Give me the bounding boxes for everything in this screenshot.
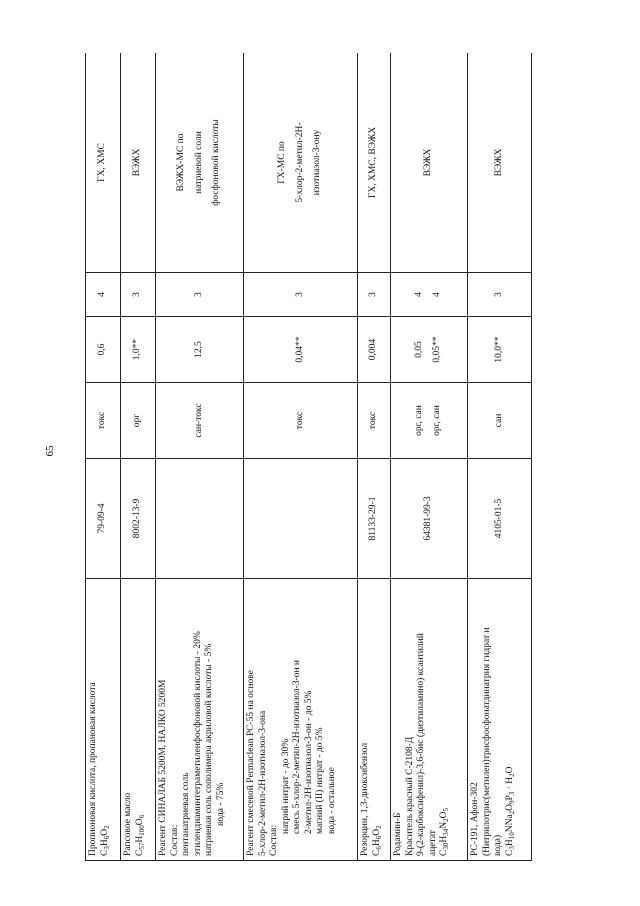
hazard-cell-value: токс — [368, 411, 379, 430]
cas-number-cell — [156, 459, 244, 579]
concentration-cell-value: 1,0** — [132, 338, 143, 361]
table-row — [244, 53, 358, 861]
formula-part: C — [371, 849, 382, 856]
analysis-method-cell-value: ГХ-МС по — [277, 141, 288, 184]
cas-number-cell — [86, 459, 121, 579]
substance-name-line: 2-метил-2Н-изотиазол-3-он - до 5% — [303, 690, 314, 834]
cas-number-cell-value: 81133-29-1 — [368, 496, 379, 541]
substance-table — [85, 53, 532, 861]
concentration-cell-value: 0,04** — [294, 336, 305, 363]
substance-name-line: ацетат — [427, 830, 438, 856]
formula-part: C — [504, 849, 515, 856]
chemical-formula — [100, 583, 112, 856]
hazard-class-cell-value: 3 — [493, 292, 504, 297]
table-row — [468, 53, 532, 861]
formula-part: 6 — [374, 846, 383, 850]
formula-part: H — [134, 835, 145, 843]
formula-part: P — [504, 795, 515, 801]
chemical-formula — [439, 583, 451, 856]
formula-part: 10 — [507, 832, 516, 840]
cas-number-cell — [391, 459, 468, 579]
substance-name-line: 5-хлор-2-метил-2Н-изотиазол-3-она — [257, 710, 268, 856]
hazard-class-cell-value: 3 — [132, 292, 143, 297]
concentration-cell-value: 0,6 — [97, 343, 108, 356]
formula-part: O — [134, 818, 145, 826]
analysis-method-cell-value: ВЭЖХ — [423, 148, 434, 177]
concentration-cell — [121, 317, 156, 383]
substance-name-line: магний (II) нитрат - до 5% — [315, 727, 326, 834]
substance-name-line: Родамин-Б — [393, 812, 403, 856]
concentration-cell-value: 12,5 — [193, 341, 204, 358]
formula-part: 2 — [374, 825, 383, 829]
rotated-page — [85, 53, 607, 861]
analysis-method-cell-value: ГХ, ХМС — [97, 143, 108, 182]
formula-part: O — [371, 828, 382, 836]
hazard-class-cell — [156, 273, 244, 317]
table-row — [391, 53, 468, 861]
hazard-class-cell-value: 4 — [97, 292, 108, 297]
substance-name-cell — [358, 579, 391, 861]
formula-part: 57 — [137, 842, 146, 850]
hazard-cell — [121, 383, 156, 459]
formula-part: O — [504, 803, 515, 811]
concentration-cell-value: 0,004 — [368, 338, 379, 361]
formula-part: · H — [504, 776, 515, 792]
formula-part: 3 — [507, 791, 516, 796]
substance-name-line: Реагент смесевой Permaclean PC-55 на основе — [246, 670, 256, 856]
formula-part: 2 — [442, 818, 451, 822]
substance-name-cell — [468, 579, 532, 861]
hazard-class-cell-value: 3 — [294, 292, 305, 297]
substance-name-line: смесь 5-хлор-2-метил-2Н-изотиазол-3-он и — [292, 659, 303, 834]
analysis-method-cell-value: изотиазол-3-ону — [312, 129, 323, 196]
substance-name-line: Пропионовая кислота, пропановая кислота — [88, 682, 98, 856]
substance-name-line: Состав: — [269, 824, 280, 856]
hazard-class-cell-value: 3 — [368, 292, 379, 297]
analysis-method-cell-value: ГХ, ХМС, ВЭЖХ — [368, 126, 379, 199]
formula-part: 5 — [442, 808, 451, 812]
table-row — [121, 53, 156, 861]
formula-part: 30 — [442, 842, 451, 850]
concentration-cell-value: 0,05** — [432, 336, 442, 363]
formula-part: 2 — [507, 810, 516, 815]
cas-number-cell — [121, 459, 156, 579]
concentration-cell — [244, 317, 358, 383]
concentration-cell — [156, 317, 244, 383]
cas-number-cell — [358, 459, 391, 579]
substance-name-line: РС-191, Афон-302 — [470, 782, 480, 856]
formula-part: 2 — [102, 825, 111, 829]
formula-part: C — [439, 849, 450, 856]
page-number: 65 — [44, 445, 56, 457]
formula-part: N — [439, 821, 450, 829]
hazard-cell — [86, 383, 121, 459]
formula-part: O — [99, 828, 110, 836]
hazard-cell-value: токс — [294, 411, 305, 430]
hazard-class-cell — [121, 273, 156, 317]
cas-number-cell-value: 8002-13-9 — [132, 498, 143, 539]
hazard-cell-value: сан-токс — [193, 403, 204, 438]
formula-part: O — [439, 811, 450, 819]
analysis-method-cell — [86, 53, 121, 273]
analysis-method-cell-value: ВЭЖХ — [493, 148, 504, 177]
substance-name-cell — [156, 579, 244, 861]
cas-number-cell-value: 79-09-4 — [97, 503, 108, 534]
substance-name-line: вода - 75% — [215, 782, 226, 826]
cas-number-cell — [468, 459, 532, 579]
analysis-method-cell-value: ВЭЖХ-МС по — [176, 133, 187, 192]
formula-part: H — [99, 839, 110, 847]
hazard-class-cell-value: 3 — [193, 292, 204, 297]
hazard-class-cell — [468, 273, 532, 317]
substance-name-line: этилендиаминтетраметиленфосфоновой кислоты - 20% — [192, 631, 203, 856]
formula-part: NNa — [504, 814, 515, 833]
substance-name-line: Рапсовое масло — [123, 792, 133, 856]
cas-number-cell-value: 4105-01-5 — [493, 498, 504, 539]
table-body — [86, 53, 532, 861]
formula-part: H — [439, 835, 450, 843]
analysis-method-cell — [468, 53, 532, 273]
hazard-cell-value: токс — [97, 411, 108, 430]
formula-part: H — [504, 839, 515, 847]
hazard-cell-value: орг, сан — [414, 405, 425, 436]
substance-name-cell — [86, 579, 121, 861]
analysis-method-cell — [391, 53, 468, 273]
formula-part: 2 — [507, 773, 516, 777]
substance-name-line: (Нитрилотрис(метилен)трисфосфонатдинатрия гидрат и — [481, 627, 492, 856]
formula-part: 6 — [374, 835, 383, 840]
hazard-class-cell-value: 4 — [414, 292, 425, 297]
substance-name-line: Состав: — [169, 824, 180, 856]
cas-number-cell-value: 64381-99-3 — [423, 496, 434, 541]
hazard-class-cell — [391, 273, 468, 317]
concentration-cell — [391, 317, 468, 383]
substance-name-cell — [244, 579, 358, 861]
analysis-method-cell-value: натриевой соли — [193, 131, 204, 194]
substance-name-line: Краситель красный С-2108-Д — [404, 736, 415, 856]
hazard-class-cell — [244, 273, 358, 317]
hazard-cell — [156, 383, 244, 459]
concentration-cell-value: 0,05 — [414, 341, 425, 358]
chemical-formula — [505, 583, 517, 856]
concentration-cell — [358, 317, 391, 383]
analysis-method-cell — [244, 53, 358, 273]
analysis-method-cell — [156, 53, 244, 273]
formula-part: 3 — [102, 846, 111, 850]
hazard-class-cell-value: 4 — [432, 292, 442, 297]
analysis-method-cell-value: ВЭЖХ — [132, 148, 143, 177]
substance-name-cell — [391, 579, 468, 861]
concentration-cell-value: 10,0** — [493, 336, 504, 363]
substance-name-line: вода - остальное — [327, 767, 338, 834]
formula-part: 6 — [102, 835, 111, 840]
chemical-formula — [135, 583, 147, 856]
formula-part: 100 — [137, 825, 146, 836]
hazard-cell — [468, 383, 532, 459]
chemical-formula — [372, 583, 384, 856]
concentration-cell — [468, 317, 532, 383]
substance-name-line: вода) — [493, 834, 504, 856]
analysis-method-cell — [358, 53, 391, 273]
hazard-class-cell — [358, 273, 391, 317]
table-row — [358, 53, 391, 861]
formula-part: 6 — [137, 814, 146, 819]
hazard-cell — [391, 383, 468, 459]
substance-name-line: Реагент СИНАЛАБ 5200М, НАЛКО 5200М — [158, 679, 168, 856]
table-row — [86, 53, 121, 861]
analysis-method-cell — [121, 53, 156, 273]
hazard-class-cell — [86, 273, 121, 317]
hazard-cell-value: орг — [132, 413, 143, 428]
substance-name-cell — [121, 579, 156, 861]
substance-name-line: пентанатриевая соль — [181, 772, 192, 856]
formula-part: O — [504, 766, 515, 774]
concentration-cell — [86, 317, 121, 383]
table-row — [156, 53, 244, 861]
substance-name-line: натриевая соль сополимера акриловой кислоты - 5% — [204, 643, 215, 856]
analysis-method-cell-value: фосфоновой кислоты — [211, 119, 222, 206]
hazard-cell-value: орг, сан — [432, 405, 442, 436]
substance-name-line: Резорцин, 1,3-диоксибензол — [360, 742, 370, 856]
substance-name-line: 9-(2-карбоксифенил)-3,6-бис (диэтиламино) ксантилий — [416, 633, 427, 856]
formula-part: 9 — [507, 800, 516, 804]
rotated-content — [85, 53, 607, 861]
hazard-cell-value: сан — [493, 413, 504, 428]
hazard-cell — [244, 383, 358, 459]
substance-name-line: натрий нитрат - до 30% — [280, 738, 291, 834]
hazard-cell — [358, 383, 391, 459]
analysis-method-cell-value: 5-хлор-2-метил-2Н- — [294, 122, 305, 203]
cas-number-cell — [244, 459, 358, 579]
formula-part: H — [371, 839, 382, 847]
formula-part: C — [134, 849, 145, 856]
formula-part: 3 — [507, 846, 516, 850]
formula-part: 34 — [442, 828, 451, 836]
formula-part: C — [99, 849, 110, 856]
